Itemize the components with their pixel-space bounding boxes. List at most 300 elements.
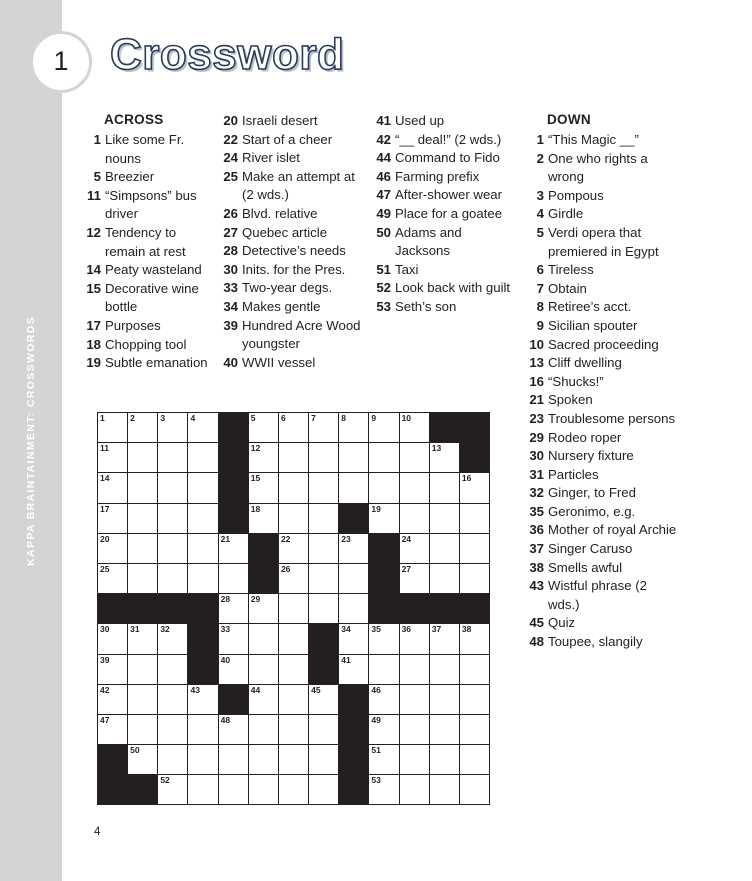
grid-cell[interactable] [430, 655, 460, 685]
clue-text: Make an attempt at (2 wds.) [242, 168, 355, 203]
clue-text: Wistful phrase (2 wds.) [548, 578, 647, 612]
grid-cell[interactable] [309, 564, 339, 594]
clue-number: 24 [223, 150, 238, 166]
grid-cell-number: 53 [371, 775, 381, 786]
grid-cell[interactable] [249, 685, 279, 715]
clue-text: Farming prefix [395, 168, 480, 184]
grid-cell[interactable] [219, 745, 249, 775]
grid-cell[interactable] [309, 594, 339, 624]
clue-text: Decorative wine bottle [105, 280, 199, 315]
grid-cell[interactable] [309, 685, 339, 715]
grid-cell-number: 40 [220, 654, 231, 665]
grid-cell[interactable] [369, 715, 399, 745]
grid-cell[interactable] [400, 534, 430, 564]
grid-cell[interactable] [158, 534, 188, 564]
grid-cell[interactable] [98, 564, 128, 594]
grid-cell-block [98, 594, 128, 624]
grid-cell[interactable] [400, 745, 430, 775]
grid-row [98, 413, 490, 443]
grid-cell-number: 52 [160, 775, 170, 786]
grid-cell-block [309, 624, 339, 654]
grid-cell-block [309, 655, 339, 685]
grid-cell[interactable] [188, 443, 218, 473]
grid-cell-number: 34 [341, 624, 351, 635]
clue-down-1 [527, 131, 677, 150]
clue-number: 38 [529, 559, 544, 575]
clue-number: 32 [529, 485, 544, 501]
grid-cell-number: 38 [461, 624, 472, 635]
down-heading: DOWN [547, 112, 591, 127]
grid-cell[interactable] [369, 473, 399, 503]
grid-cell-block [339, 504, 369, 534]
grid-cell-number: 2 [130, 413, 135, 423]
clue-number: 45 [529, 615, 544, 631]
across-column-2 [221, 112, 361, 372]
grid-cell[interactable] [128, 745, 158, 775]
grid-cell[interactable] [339, 655, 369, 685]
clue-across-14 [84, 261, 212, 280]
grid-cell[interactable] [279, 443, 309, 473]
grid-cell[interactable] [249, 473, 279, 503]
grid-cell-number: 29 [250, 594, 261, 605]
grid-cell[interactable] [128, 685, 158, 715]
grid-cell[interactable] [188, 745, 218, 775]
grid-cell[interactable] [460, 534, 490, 564]
clue-across-52 [374, 279, 514, 298]
grid-cell[interactable] [279, 745, 309, 775]
clue-number: 42 [376, 131, 391, 147]
clue-down-45 [527, 614, 677, 633]
grid-cell[interactable] [279, 624, 309, 654]
grid-cell[interactable] [188, 504, 218, 534]
grid-cell[interactable] [279, 504, 309, 534]
grid-cell[interactable] [219, 594, 249, 624]
grid-cell[interactable] [460, 504, 490, 534]
across-clue-list-1 [84, 131, 212, 373]
grid-cell[interactable] [460, 624, 490, 654]
grid-cell[interactable] [98, 473, 128, 503]
grid-cell[interactable] [309, 745, 339, 775]
clue-number: 33 [223, 280, 238, 296]
grid-cell[interactable] [309, 775, 339, 805]
grid-cell-number: 39 [100, 654, 110, 665]
grid-cell-number: 37 [431, 624, 442, 635]
clue-down-37 [527, 540, 677, 559]
grid-cell[interactable] [249, 594, 279, 624]
clue-number: 9 [536, 317, 544, 333]
clue-down-35 [527, 503, 677, 522]
grid-cell[interactable] [430, 775, 460, 805]
grid-cell[interactable] [98, 413, 128, 443]
grid-cell-number: 18 [250, 503, 261, 514]
grid-cell[interactable] [339, 624, 369, 654]
clue-text: Two-year degs. [242, 280, 333, 296]
clue-number: 5 [536, 224, 544, 240]
clue-number: 48 [529, 634, 544, 650]
crossword-grid[interactable] [97, 412, 490, 805]
grid-cell-number: 45 [311, 684, 321, 695]
clue-down-9 [527, 317, 677, 336]
grid-cell[interactable] [430, 564, 460, 594]
grid-cell[interactable] [430, 443, 460, 473]
grid-cell[interactable] [430, 685, 460, 715]
grid-cell[interactable] [460, 685, 490, 715]
page-header [0, 14, 752, 100]
clue-down-8 [527, 298, 677, 317]
clue-text: Adams and Jacksons [395, 224, 462, 259]
clue-number: 18 [86, 336, 101, 352]
grid-cell[interactable] [158, 685, 188, 715]
grid-cell[interactable] [98, 534, 128, 564]
clue-across-49 [374, 205, 514, 224]
grid-cell-number: 44 [250, 684, 261, 695]
grid-cell[interactable] [279, 564, 309, 594]
grid-cell[interactable] [128, 413, 158, 443]
puzzle-number-badge [30, 31, 92, 93]
grid-cell-number: 20 [100, 533, 110, 544]
clue-down-38 [527, 559, 677, 578]
grid-cell[interactable] [400, 413, 430, 443]
grid-cell[interactable] [430, 534, 460, 564]
grid-cell-number: 3 [160, 413, 166, 423]
clue-across-40 [221, 354, 361, 373]
clue-number: 7 [536, 280, 544, 296]
grid-cell[interactable] [430, 624, 460, 654]
grid-cell-number: 13 [431, 443, 442, 454]
grid-cell[interactable] [249, 624, 279, 654]
grid-cell-number: 10 [401, 413, 412, 423]
grid-cell[interactable] [158, 624, 188, 654]
clue-number: 52 [376, 280, 391, 296]
clue-down-31 [527, 466, 677, 485]
grid-cell[interactable] [158, 655, 188, 685]
clue-text: “__ deal!” (2 wds.) [395, 131, 502, 147]
grid-cell-block [98, 775, 128, 805]
grid-row [98, 443, 490, 473]
grid-cell[interactable] [128, 624, 158, 654]
grid-cell-block [219, 413, 249, 443]
grid-cell[interactable] [430, 473, 460, 503]
grid-cell-number: 32 [160, 624, 170, 635]
clue-across-26 [221, 205, 361, 224]
clue-number: 34 [223, 298, 238, 314]
clue-down-5 [527, 224, 677, 261]
grid-cell[interactable] [309, 504, 339, 534]
grid-cell[interactable] [369, 413, 399, 443]
grid-cell[interactable] [158, 473, 188, 503]
grid-cell[interactable] [158, 564, 188, 594]
grid-cell[interactable] [249, 413, 279, 443]
across-clue-list-3 [374, 112, 514, 317]
grid-cell-block [188, 655, 218, 685]
grid-cell-block [249, 564, 279, 594]
clue-number: 21 [529, 392, 544, 408]
grid-cell[interactable] [309, 534, 339, 564]
grid-cell[interactable] [400, 624, 430, 654]
grid-cell-number: 46 [371, 684, 381, 695]
clue-text: Used up [395, 113, 445, 128]
clue-number: 40 [223, 354, 238, 370]
grid-cell[interactable] [128, 655, 158, 685]
grid-cell[interactable] [158, 504, 188, 534]
clue-number: 29 [529, 429, 544, 445]
grid-cell-number: 35 [371, 624, 381, 635]
clue-down-43 [527, 577, 677, 614]
grid-cell-number: 19 [371, 503, 381, 514]
clue-text: Sicilian spouter [548, 317, 638, 333]
grid-cell[interactable] [128, 443, 158, 473]
grid-cell-block [128, 594, 158, 624]
grid-cell-block [369, 564, 399, 594]
clue-across-25 [221, 168, 361, 205]
grid-cell[interactable] [98, 504, 128, 534]
sidebar-spine-label [0, 0, 62, 881]
grid-cell-block [369, 594, 399, 624]
grid-cell-number: 27 [401, 563, 412, 574]
clue-text: Chopping tool [105, 336, 187, 352]
grid-cell[interactable] [400, 655, 430, 685]
grid-cell[interactable] [188, 564, 218, 594]
clue-number: 2 [536, 150, 544, 166]
grid-cell[interactable] [219, 775, 249, 805]
grid-cell-block [460, 443, 490, 473]
grid-cell[interactable] [219, 534, 249, 564]
grid-cell[interactable] [188, 473, 218, 503]
grid-cell[interactable] [158, 775, 188, 805]
clue-text: Purposes [105, 317, 161, 333]
grid-cell[interactable] [309, 715, 339, 745]
grid-cell[interactable] [279, 534, 309, 564]
grid-cell-number: 43 [190, 684, 200, 695]
grid-cell[interactable] [249, 655, 279, 685]
clue-across-44 [374, 149, 514, 168]
clue-text: Like some Fr. nouns [105, 132, 185, 166]
grid-cell[interactable] [98, 685, 128, 715]
grid-cell[interactable] [430, 715, 460, 745]
grid-cell-number: 5 [250, 413, 256, 423]
clue-text: Quebec article [242, 224, 328, 240]
grid-cell[interactable] [98, 624, 128, 654]
grid-cell[interactable] [279, 655, 309, 685]
clue-across-18 [84, 336, 212, 355]
grid-cell-block [460, 413, 490, 443]
grid-cell[interactable] [128, 504, 158, 534]
grid-cell-number: 33 [220, 624, 231, 635]
clue-number: 10 [529, 336, 544, 352]
grid-cell[interactable] [400, 775, 430, 805]
grid-cell[interactable] [339, 594, 369, 624]
clue-number: 50 [376, 224, 391, 240]
grid-cell[interactable] [400, 715, 430, 745]
clue-down-36 [527, 521, 677, 540]
clue-across-20 [221, 112, 361, 131]
clue-number: 37 [529, 541, 544, 557]
grid-cell[interactable] [188, 413, 218, 443]
grid-cell[interactable] [339, 564, 369, 594]
clue-number: 47 [376, 187, 391, 203]
grid-cell-block [249, 534, 279, 564]
grid-cell[interactable] [339, 443, 369, 473]
grid-cell[interactable] [279, 594, 309, 624]
grid-cell[interactable] [309, 443, 339, 473]
clue-text: Place for a goatee [395, 205, 503, 221]
grid-cell[interactable] [158, 443, 188, 473]
grid-cell[interactable] [460, 715, 490, 745]
clue-down-29 [527, 429, 677, 448]
clue-number: 25 [223, 168, 238, 184]
clue-text: Detective’s needs [242, 243, 346, 259]
clue-number: 5 [93, 169, 101, 185]
grid-cell[interactable] [279, 413, 309, 443]
clue-text: Spoken [548, 392, 593, 408]
clue-number: 27 [223, 224, 238, 240]
clue-across-19 [84, 354, 212, 373]
grid-cell-number: 4 [190, 413, 196, 423]
grid-cell[interactable] [400, 564, 430, 594]
grid-cell[interactable] [460, 655, 490, 685]
grid-cell[interactable] [98, 443, 128, 473]
clue-text: River islet [242, 150, 300, 166]
grid-cell-block [98, 745, 128, 775]
clue-number: 17 [86, 317, 101, 333]
grid-cell[interactable] [249, 775, 279, 805]
grid-cell[interactable] [188, 715, 218, 745]
grid-cell-block [430, 594, 460, 624]
grid-cell[interactable] [128, 534, 158, 564]
clue-text: Troublesome persons [548, 410, 676, 426]
grid-cell[interactable] [279, 715, 309, 745]
grid-cell-number: 51 [371, 745, 381, 756]
grid-cell[interactable] [460, 473, 490, 503]
grid-cell[interactable] [369, 443, 399, 473]
clue-number: 13 [529, 355, 544, 371]
grid-cell[interactable] [279, 685, 309, 715]
clue-text: Rodeo roper [548, 429, 622, 445]
grid-cell[interactable] [369, 655, 399, 685]
grid-cell[interactable] [188, 534, 218, 564]
grid-cell[interactable] [249, 443, 279, 473]
clue-number: 19 [86, 355, 101, 371]
clue-text: Girdle [548, 206, 584, 222]
across-column-1 [84, 112, 212, 373]
grid-cell-number: 47 [100, 714, 110, 725]
grid-cell-number: 21 [220, 533, 231, 544]
grid-cell[interactable] [430, 745, 460, 775]
grid-cell[interactable] [279, 473, 309, 503]
grid-cell[interactable] [98, 655, 128, 685]
clue-down-23 [527, 410, 677, 429]
grid-cell[interactable] [309, 473, 339, 503]
grid-cell[interactable] [460, 775, 490, 805]
clue-number: 49 [376, 205, 391, 221]
grid-cell[interactable] [369, 685, 399, 715]
grid-cell-block [188, 624, 218, 654]
grid-cell[interactable] [219, 715, 249, 745]
grid-cell[interactable] [460, 564, 490, 594]
grid-cell[interactable] [219, 564, 249, 594]
clue-down-30 [527, 447, 677, 466]
grid-cell[interactable] [249, 504, 279, 534]
grid-cell[interactable] [158, 413, 188, 443]
grid-cell[interactable] [128, 715, 158, 745]
clue-text: “Shucks!” [548, 373, 604, 389]
grid-cell[interactable] [369, 504, 399, 534]
clue-across-34 [221, 298, 361, 317]
clue-number: 11 [87, 187, 101, 203]
grid-cell[interactable] [400, 685, 430, 715]
grid-cell[interactable] [249, 715, 279, 745]
clue-number: 4 [536, 206, 544, 222]
clue-number: 1 [93, 132, 101, 147]
grid-cell[interactable] [219, 624, 249, 654]
clue-number: 46 [376, 168, 391, 184]
grid-cell[interactable] [369, 775, 399, 805]
clue-number: 36 [529, 522, 544, 538]
clue-text: Mother of royal Archie [548, 522, 677, 538]
grid-cell[interactable] [460, 745, 490, 775]
grid-cell-block [188, 594, 218, 624]
grid-cell[interactable] [188, 685, 218, 715]
grid-cell[interactable] [279, 775, 309, 805]
grid-cell[interactable] [339, 413, 369, 443]
grid-row [98, 775, 490, 805]
grid-cell-block [339, 745, 369, 775]
grid-cell[interactable] [369, 624, 399, 654]
grid-cell[interactable] [339, 473, 369, 503]
clue-text: Pompous [548, 187, 604, 203]
grid-cell[interactable] [128, 473, 158, 503]
clue-text: Smells awful [548, 559, 623, 575]
grid-cell-block [219, 443, 249, 473]
grid-row [98, 594, 490, 624]
grid-cell[interactable] [188, 775, 218, 805]
grid-cell-block [219, 685, 249, 715]
clue-across-46 [374, 168, 514, 187]
grid-cell[interactable] [98, 715, 128, 745]
clue-text: Subtle emanation [105, 355, 208, 371]
grid-cell[interactable] [339, 534, 369, 564]
clue-text: Cliff dwelling [548, 355, 622, 371]
grid-cell[interactable] [219, 655, 249, 685]
grid-cell[interactable] [369, 745, 399, 775]
grid-cell-number: 24 [401, 533, 412, 544]
grid-cell[interactable] [128, 564, 158, 594]
down-column [527, 112, 677, 652]
clue-text: Breezier [105, 169, 155, 185]
grid-cell[interactable] [158, 745, 188, 775]
clue-number: 41 [376, 113, 391, 128]
clue-down-21 [527, 391, 677, 410]
grid-row [98, 504, 490, 534]
grid-cell[interactable] [309, 413, 339, 443]
clue-text: Quiz [548, 615, 576, 631]
grid-row [98, 655, 490, 685]
clue-text: “Simpsons” bus driver [105, 187, 197, 222]
grid-cell[interactable] [400, 504, 430, 534]
clue-text: Start of a cheer [242, 131, 333, 147]
grid-cell[interactable] [158, 715, 188, 745]
clue-number: 20 [223, 113, 238, 128]
clue-text: Inits. for the Pres. [242, 261, 346, 277]
clue-across-42 [374, 131, 514, 150]
grid-cell[interactable] [400, 443, 430, 473]
grid-cell[interactable] [430, 504, 460, 534]
clue-text: Retiree’s acct. [548, 299, 632, 315]
grid-cell-number: 16 [461, 473, 472, 484]
grid-cell[interactable] [249, 745, 279, 775]
grid-cell[interactable] [400, 473, 430, 503]
grid-cell-number: 23 [341, 533, 351, 544]
